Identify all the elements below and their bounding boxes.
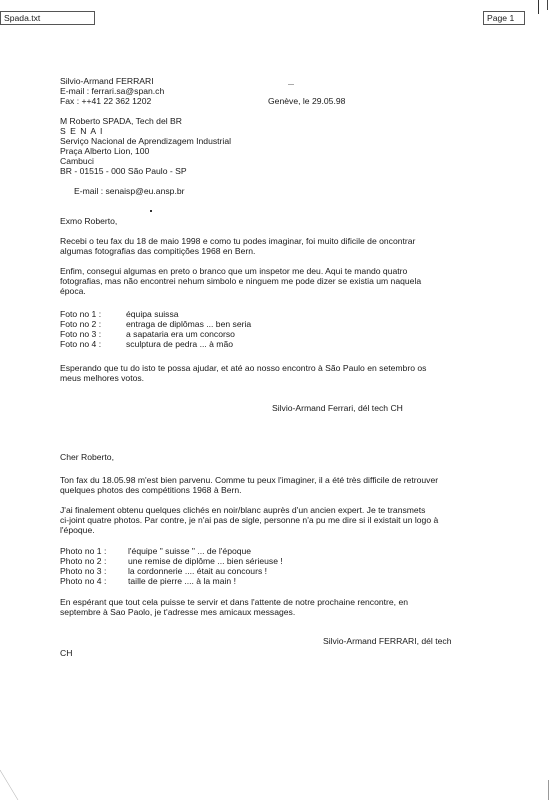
recipient-line: BR - 01515 - 000 São Paulo - SP bbox=[60, 166, 187, 176]
pt-paragraph-3-line: meus melhores votos. bbox=[60, 373, 145, 383]
filename: Spada.txt bbox=[4, 13, 41, 23]
recipient-line: Cambuci bbox=[60, 156, 94, 166]
fr-paragraph-1-line: quelques photos des compétitions 1968 à Bern. bbox=[60, 485, 242, 495]
fr-photo-text: l'équipe " suisse " ... de l'époque bbox=[128, 546, 252, 556]
place-date: Genève, le 29.05.98 bbox=[268, 96, 346, 106]
recipient-line: Praça Alberto Lion, 100 bbox=[60, 146, 150, 156]
fr-signature: Silvio-Armand FERRARI, dél tech bbox=[323, 636, 452, 646]
pt-photo-label: Foto no 2 : bbox=[60, 319, 102, 329]
sender-fax: Fax : ++41 22 362 1202 bbox=[60, 96, 152, 106]
pt-paragraph-2-line: Enfim, consegui algumas en preto o branco que um inspetor me deu. Aqui te mando quatro bbox=[60, 266, 408, 276]
pt-photo-text: équipa suissa bbox=[126, 309, 179, 319]
fr-paragraph-2-line: l'époque. bbox=[60, 525, 95, 535]
sender-name: Silvio-Armand FERRARI bbox=[60, 76, 154, 86]
sender-email: E-mail : ferrari.sa@span.ch bbox=[60, 86, 165, 96]
fr-photo-label: Photo no 4 : bbox=[60, 576, 107, 586]
pt-paragraph-2-line: época. bbox=[60, 286, 86, 296]
pt-photo-label: Foto no 4 : bbox=[60, 339, 102, 349]
recipient-email: E-mail : senaisp@eu.ansp.br bbox=[74, 186, 185, 196]
pt-photo-text: a sapataria era um concorso bbox=[126, 329, 235, 339]
fr-photo-text: une remise de diplôme ... bien sérieuse ! bbox=[128, 556, 283, 566]
fr-photo-label: Photo no 1 : bbox=[60, 546, 107, 556]
pt-photo-text: entraga de diplômas ... ben seria bbox=[126, 319, 252, 329]
recipient-line: S E N A I bbox=[60, 126, 104, 136]
pt-paragraph-2-line: fotografias, mas não encontrei nehum simbolo e ninguem me pode dizer se existia um naquela bbox=[60, 276, 422, 286]
pt-photo-label: Foto no 3 : bbox=[60, 329, 102, 339]
recipient-line: M Roberto SPADA, Tech del BR bbox=[60, 116, 182, 126]
fr-signature-suffix: CH bbox=[60, 648, 73, 658]
pt-signature: Silvio-Armand Ferrari, dél tech CH bbox=[272, 403, 403, 413]
fr-photo-text: la cordonnerie .... était au concours ! bbox=[128, 566, 268, 576]
pt-photo-text: sculptura de pedra ... à mão bbox=[126, 339, 234, 349]
fr-photo-label: Photo no 3 : bbox=[60, 566, 107, 576]
page-number: Page 1 bbox=[487, 13, 515, 23]
fr-greeting: Cher Roberto, bbox=[60, 452, 114, 462]
pt-paragraph-1-line: Recebi o teu fax du 18 de maio 1998 e como tu podes imaginar, foi muito dificile de oncontrar bbox=[60, 236, 416, 246]
fr-paragraph-2-line: J'ai finalement obtenu quelques clichés en noir/blanc auprès d'un ancien expert. Je te transmets bbox=[60, 505, 426, 515]
pt-greeting: Exmo Roberto, bbox=[60, 216, 118, 226]
fr-paragraph-3-line: En espérant que tout cela puisse te servir et dans l'attente de notre prochaine rencontre, en bbox=[60, 597, 408, 607]
fr-paragraph-1-line: Ton fax du 18.05.98 m'est bien parvenu. Comme tu peux l'imaginer, il a été très difficile de retrouver bbox=[60, 475, 439, 485]
recipient-line: Serviço Nacional de Aprendizagem Industrial bbox=[60, 136, 232, 146]
pt-photo-label: Foto no 1 : bbox=[60, 309, 102, 319]
pt-paragraph-3-line: Esperando que tu do isto te possa ajudar, et até ao nosso encontro à São Paulo en setembro os bbox=[60, 363, 427, 373]
fr-paragraph-2-line: ci-joint quatre photos. Par contre, je n'ai pas de sigle, personne n'a pu me dire si il existait un logo à bbox=[60, 515, 439, 525]
fr-photo-text: taille de pierre .... à la main ! bbox=[128, 576, 236, 586]
pt-paragraph-1-line: algumas fotografias das compitições 1968 en Bern. bbox=[60, 246, 256, 256]
fr-paragraph-3-line: septembre à Sao Paolo, je t'adresse mes amicaux messages. bbox=[60, 607, 296, 617]
fr-photo-label: Photo no 2 : bbox=[60, 556, 107, 566]
